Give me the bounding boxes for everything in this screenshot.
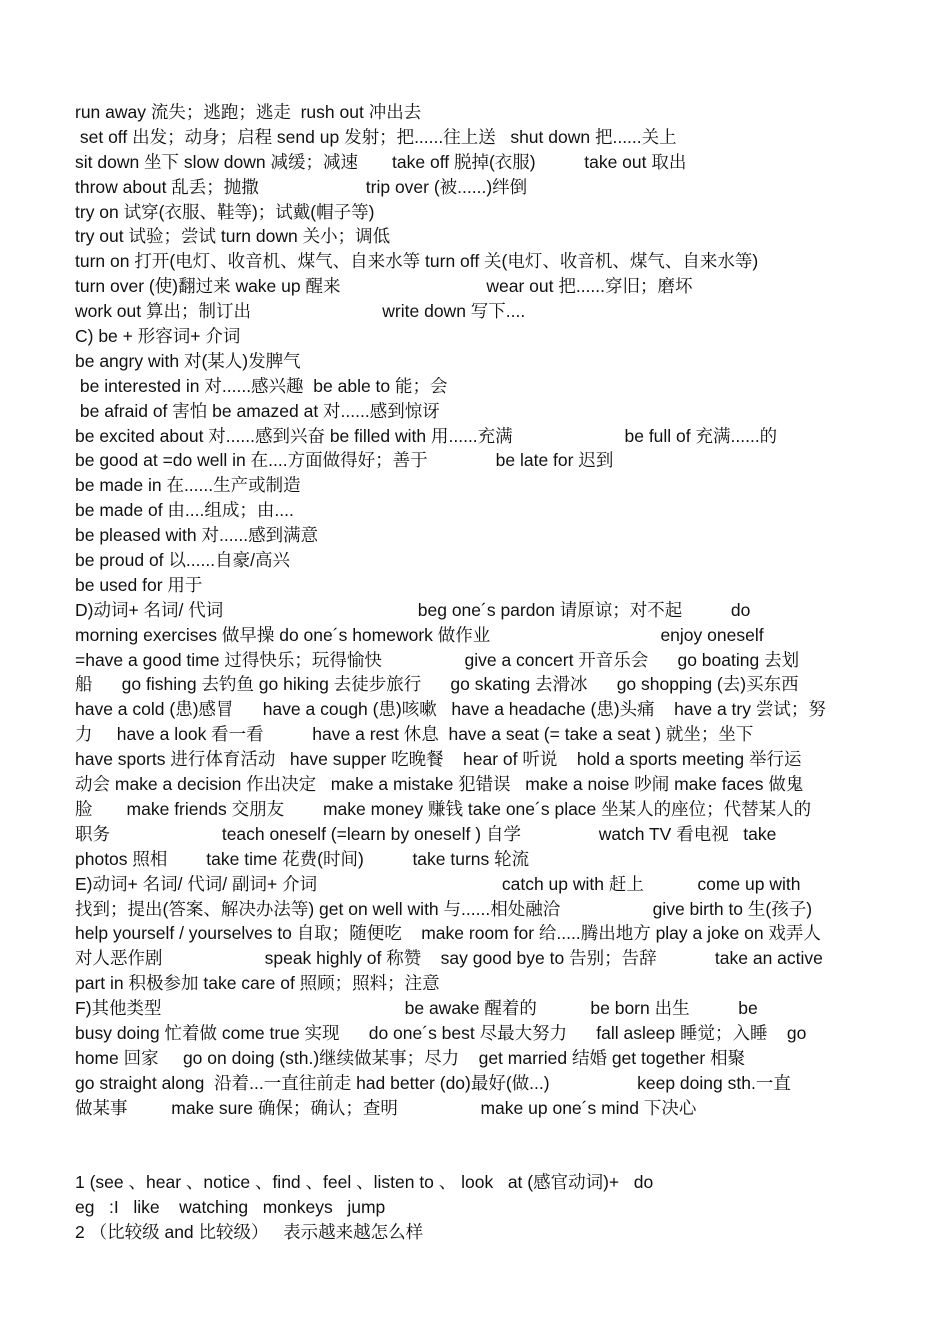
text-line: 力 have a look 看一看 have a rest 休息 have a seat (= take a seat ) 就坐；坐下: [75, 724, 754, 745]
text-line: photos 照相 take time 花费(时间) take turns 轮流: [75, 848, 530, 869]
text-line: go straight along 沿着...一直往前走 had better (do)最好(做...) keep doing sth.一直: [75, 1072, 791, 1093]
section-heading-e: E)动词+ 名词/ 代词/ 副词+ 介词 catch up with 赶上 come up with: [75, 873, 801, 894]
text-line: turn on 打开(电灯、收音机、煤气、自来水等 turn off 关(电灯、收音机、煤气、自来水等): [75, 251, 759, 272]
grammar-note-1: 1 (see 、hear 、notice 、find 、feel 、listen to 、 look at (感官动词)+ do: [75, 1172, 654, 1193]
section-heading-c: C) be + 形容词+ 介词: [75, 326, 241, 347]
text-line: =have a good time 过得快乐；玩得愉快 give a concert 开音乐会 go boating 去划: [75, 649, 800, 670]
text-line: home 回家 go on doing (sth.)继续做某事；尽力 get married 结婚 get together 相聚: [75, 1047, 746, 1068]
text-line: throw about 乱丢；抛撒 trip over (被......)绊倒: [75, 176, 528, 197]
text-line: 做某事 make sure 确保；确认；查明 make up one´s mind 下决心: [75, 1097, 697, 1118]
text-line: be afraid of 害怕 be amazed at 对......感到惊讶: [75, 400, 440, 421]
text-line: run away 流失；逃跑；逃走 rush out 冲出去: [75, 102, 422, 122]
text-line: be made of 由....组成；由....: [75, 500, 294, 521]
text-line: 找到；提出(答案、解决办法等) get on well with 与......相处融洽 give birth to 生(孩子): [75, 898, 813, 919]
section-heading-f: F)其他类型 be awake 醒着的 be born 出生 be: [75, 998, 758, 1019]
text-line: have sports 进行体育活动 have supper 吃晚餐 hear of 听说 hold a sports meeting 举行运: [75, 749, 802, 770]
text-line: 职务 teach oneself (=learn by oneself ) 自学 watch TV 看电视 take: [75, 823, 777, 844]
phrase-list: [75, 100, 885, 1245]
blank-gap: [75, 1121, 885, 1171]
text-line: be interested in 对......感兴趣 be able to 能；会: [75, 375, 448, 396]
text-line: 船 go fishing 去钓鱼 go hiking 去徒步旅行 go skating 去滑冰 go shopping (去)买东西: [75, 674, 799, 695]
text-line: be proud of 以......自豪/高兴: [75, 550, 290, 571]
text-line: be excited about 对......感到兴奋 be filled with 用......充满 be full of 充满......的: [75, 425, 778, 446]
text-line: 动会 make a decision 作出决定 make a mistake 犯错误 make a noise 吵闹 make faces 做鬼: [75, 774, 804, 795]
text-line: morning exercises 做早操 do one´s homework 做作业 enjoy oneself: [75, 624, 764, 645]
text-line: be used for 用于: [75, 574, 203, 595]
text-line: be pleased with 对......感到满意: [75, 525, 319, 546]
grammar-example: eg :I like watching monkeys jump: [75, 1197, 386, 1218]
text-line: part in 积极参加 take care of 照顾；照料；注意: [75, 973, 440, 994]
text-line: 脸 make friends 交朋友 make money 赚钱 take one´s place 坐某人的座位；代替某人的: [75, 798, 812, 819]
text-line: try on 试穿(衣服、鞋等)；试戴(帽子等): [75, 201, 375, 222]
text-line: be made in 在......生产或制造: [75, 475, 301, 496]
text-line: work out 算出；制订出 write down 写下....: [75, 301, 526, 322]
text-line: try out 试验；尝试 turn down 关小；调低: [75, 226, 391, 247]
text-line: help yourself / yourselves to 自取；随便吃 make room for 给.....腾出地方 play a joke on 戏弄人: [75, 923, 821, 944]
text-line: set off 出发；动身；启程 send up 发射；把......往上送 shut down 把......关上: [75, 126, 677, 147]
text-line: busy doing 忙着做 come true 实现 do one´s best 尽最大努力 fall asleep 睡觉；入睡 go: [75, 1022, 807, 1043]
text-line: have a cold (患)感冒 have a cough (患)咳嗽 have a headache (患)头痛 have a try 尝试；努: [75, 699, 826, 720]
text-line: turn over (使)翻过来 wake up 醒来 wear out 把......穿旧；磨坏: [75, 276, 693, 297]
text-line: be good at =do well in 在....方面做得好；善于 be late for 迟到: [75, 450, 614, 471]
text-line: 对人恶作剧 speak highly of 称赞 say good bye to 告别；告辞 take an active: [75, 948, 823, 969]
text-line: be angry with 对(某人)发脾气: [75, 350, 301, 371]
section-heading-d: D)动词+ 名词/ 代词 beg one´s pardon 请原谅；对不起 do: [75, 599, 751, 620]
text-line: sit down 坐下 slow down 减缓；减速 take off 脱掉(衣服) take out 取出: [75, 151, 687, 172]
grammar-note-2: 2 （比较级 and 比较级） 表示越来越怎么样: [75, 1222, 424, 1243]
